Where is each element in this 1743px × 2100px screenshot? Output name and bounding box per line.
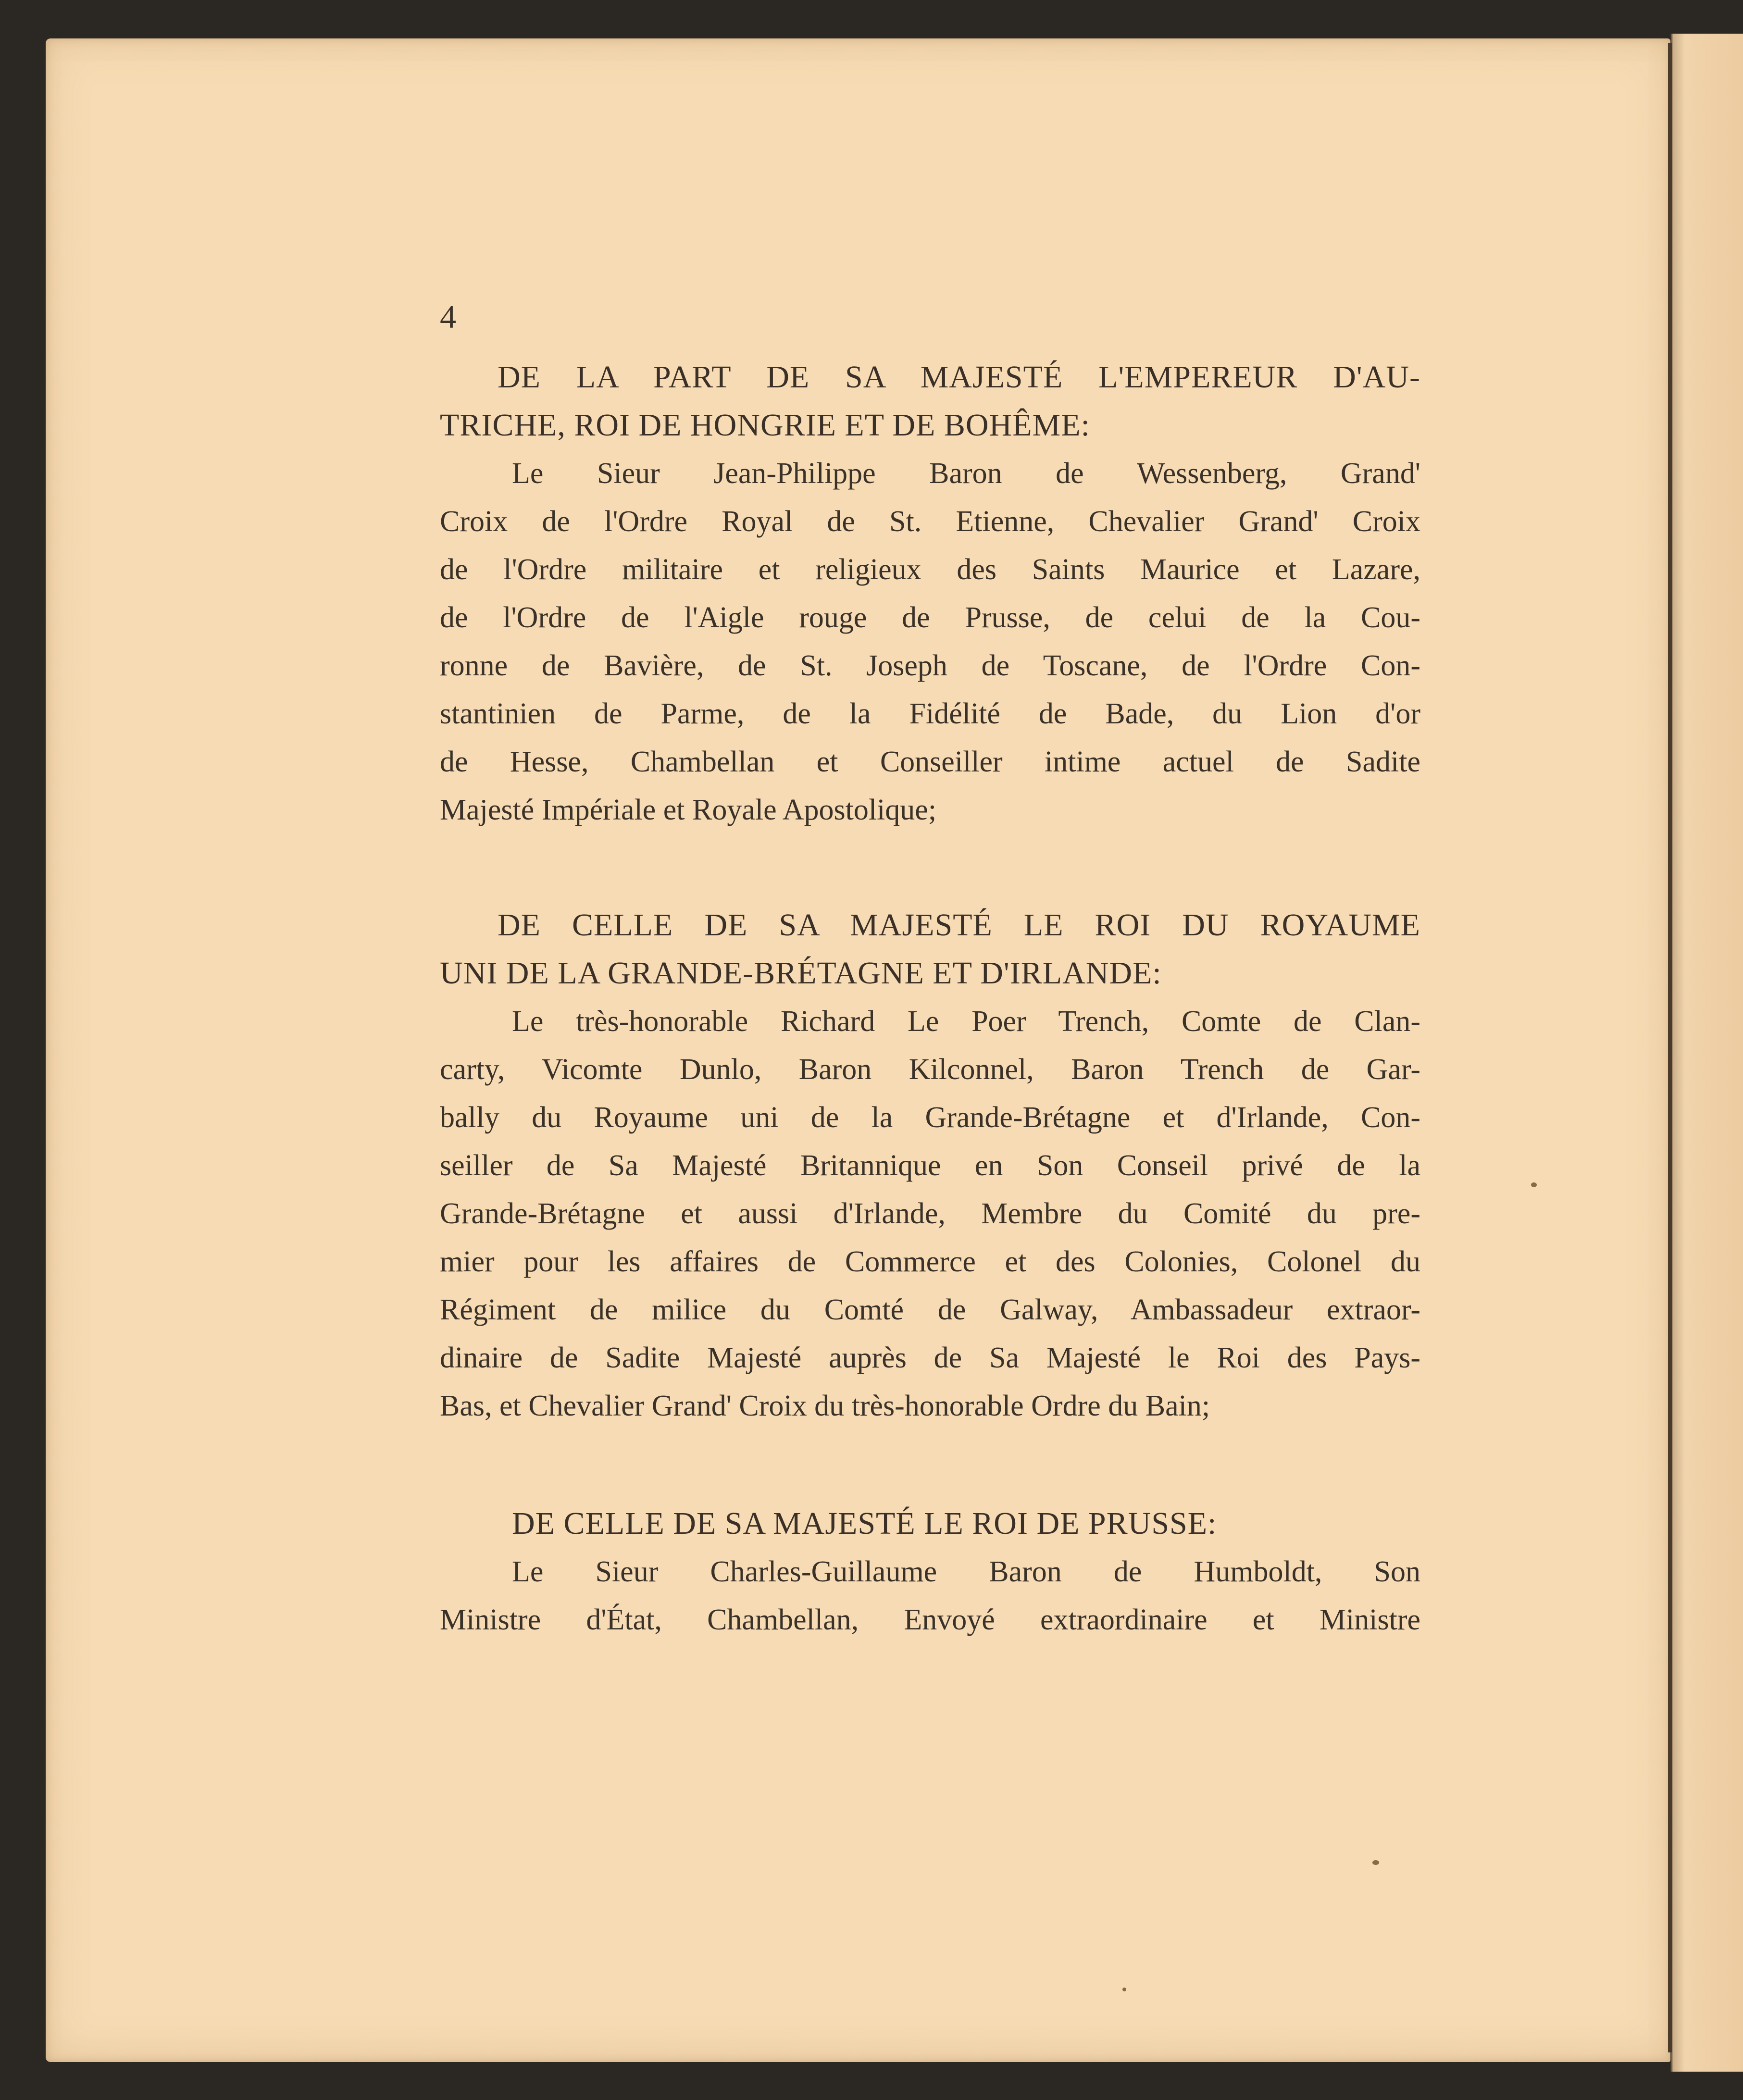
body-line: Grande-Brétagne et aussi d'Irlande, Membre du Comité du pre- <box>440 1197 1420 1230</box>
body-line: de l'Ordre de l'Aigle rouge de Prusse, de celui de la Cou- <box>440 601 1420 634</box>
body-line: Le Sieur Jean-Philippe Baron de Wessenberg, Grand' <box>512 457 1420 490</box>
body-line: dinaire de Sadite Majesté auprès de Sa Majesté le Roi des Pays- <box>440 1342 1420 1374</box>
body-line: Croix de l'Ordre Royal de St. Etienne, Chevalier Grand' Croix <box>440 505 1420 538</box>
heading-line: DE CELLE DE SA MAJESTÉ LE ROI DE PRUSSE: <box>512 1506 1217 1541</box>
section-heading <box>440 353 1420 449</box>
section-britain <box>440 901 1420 1430</box>
binding-spine <box>1668 43 1672 2052</box>
section-body <box>440 1548 1420 1644</box>
body-line: mier pour les affaires de Commerce et des Colonies, Colonel du <box>440 1245 1420 1278</box>
heading-line: UNI DE LA GRANDE-BRÉTAGNE ET D'IRLANDE: <box>440 956 1162 991</box>
facing-page-edge <box>1670 34 1743 2072</box>
body-line: bally du Royaume uni de la Grande-Brétagne et d'Irlande, Con- <box>440 1101 1420 1134</box>
body-line: Le très-honorable Richard Le Poer Trench, Comte de Clan- <box>512 1005 1420 1038</box>
heading-line: DE LA PART DE SA MAJESTÉ L'EMPEREUR D'AU- <box>498 360 1420 395</box>
section-body <box>440 997 1420 1430</box>
body-line: de Hesse, Chambellan et Conseiller intime actuel de Sadite <box>440 746 1420 778</box>
body-line: stantinien de Parme, de la Fidélité de Bade, du Lion d'or <box>440 697 1420 730</box>
section-prussia <box>440 1500 1420 1644</box>
paper-spot <box>1122 1988 1126 1991</box>
section-heading <box>440 901 1420 997</box>
body-line: Majesté Impériale et Royale Apostolique; <box>440 794 937 826</box>
paper-spot <box>1531 1182 1537 1187</box>
body-line: carty, Vicomte Dunlo, Baron Kilconnel, Baron Trench de Gar- <box>440 1053 1420 1086</box>
heading-line: TRICHE, ROI DE HONGRIE ET DE BOHÊME: <box>440 408 1090 443</box>
body-line: seiller de Sa Majesté Britannique en Son Conseil privé de la <box>440 1149 1420 1182</box>
paper-spot <box>1372 1860 1379 1865</box>
body-line: ronne de Bavière, de St. Joseph de Toscane, de l'Ordre Con- <box>440 649 1420 682</box>
body-line: Le Sieur Charles-Guillaume Baron de Humboldt, Son <box>512 1555 1420 1588</box>
section-austria <box>440 353 1420 834</box>
body-line: de l'Ordre militaire et religieux des Saints Maurice et Lazare, <box>440 553 1420 586</box>
body-line: Bas, et Chevalier Grand' Croix du très-honorable Ordre du Bain; <box>440 1390 1210 1422</box>
body-line: Ministre d'État, Chambellan, Envoyé extraordinaire et Ministre <box>440 1603 1420 1636</box>
heading-line: DE CELLE DE SA MAJESTÉ LE ROI DU ROYAUME <box>498 907 1420 943</box>
section-body <box>440 449 1420 834</box>
section-heading <box>440 1500 1420 1548</box>
body-line: Régiment de milice du Comté de Galway, Ambassadeur extraor- <box>440 1293 1420 1326</box>
page-number: 4 <box>440 298 456 335</box>
